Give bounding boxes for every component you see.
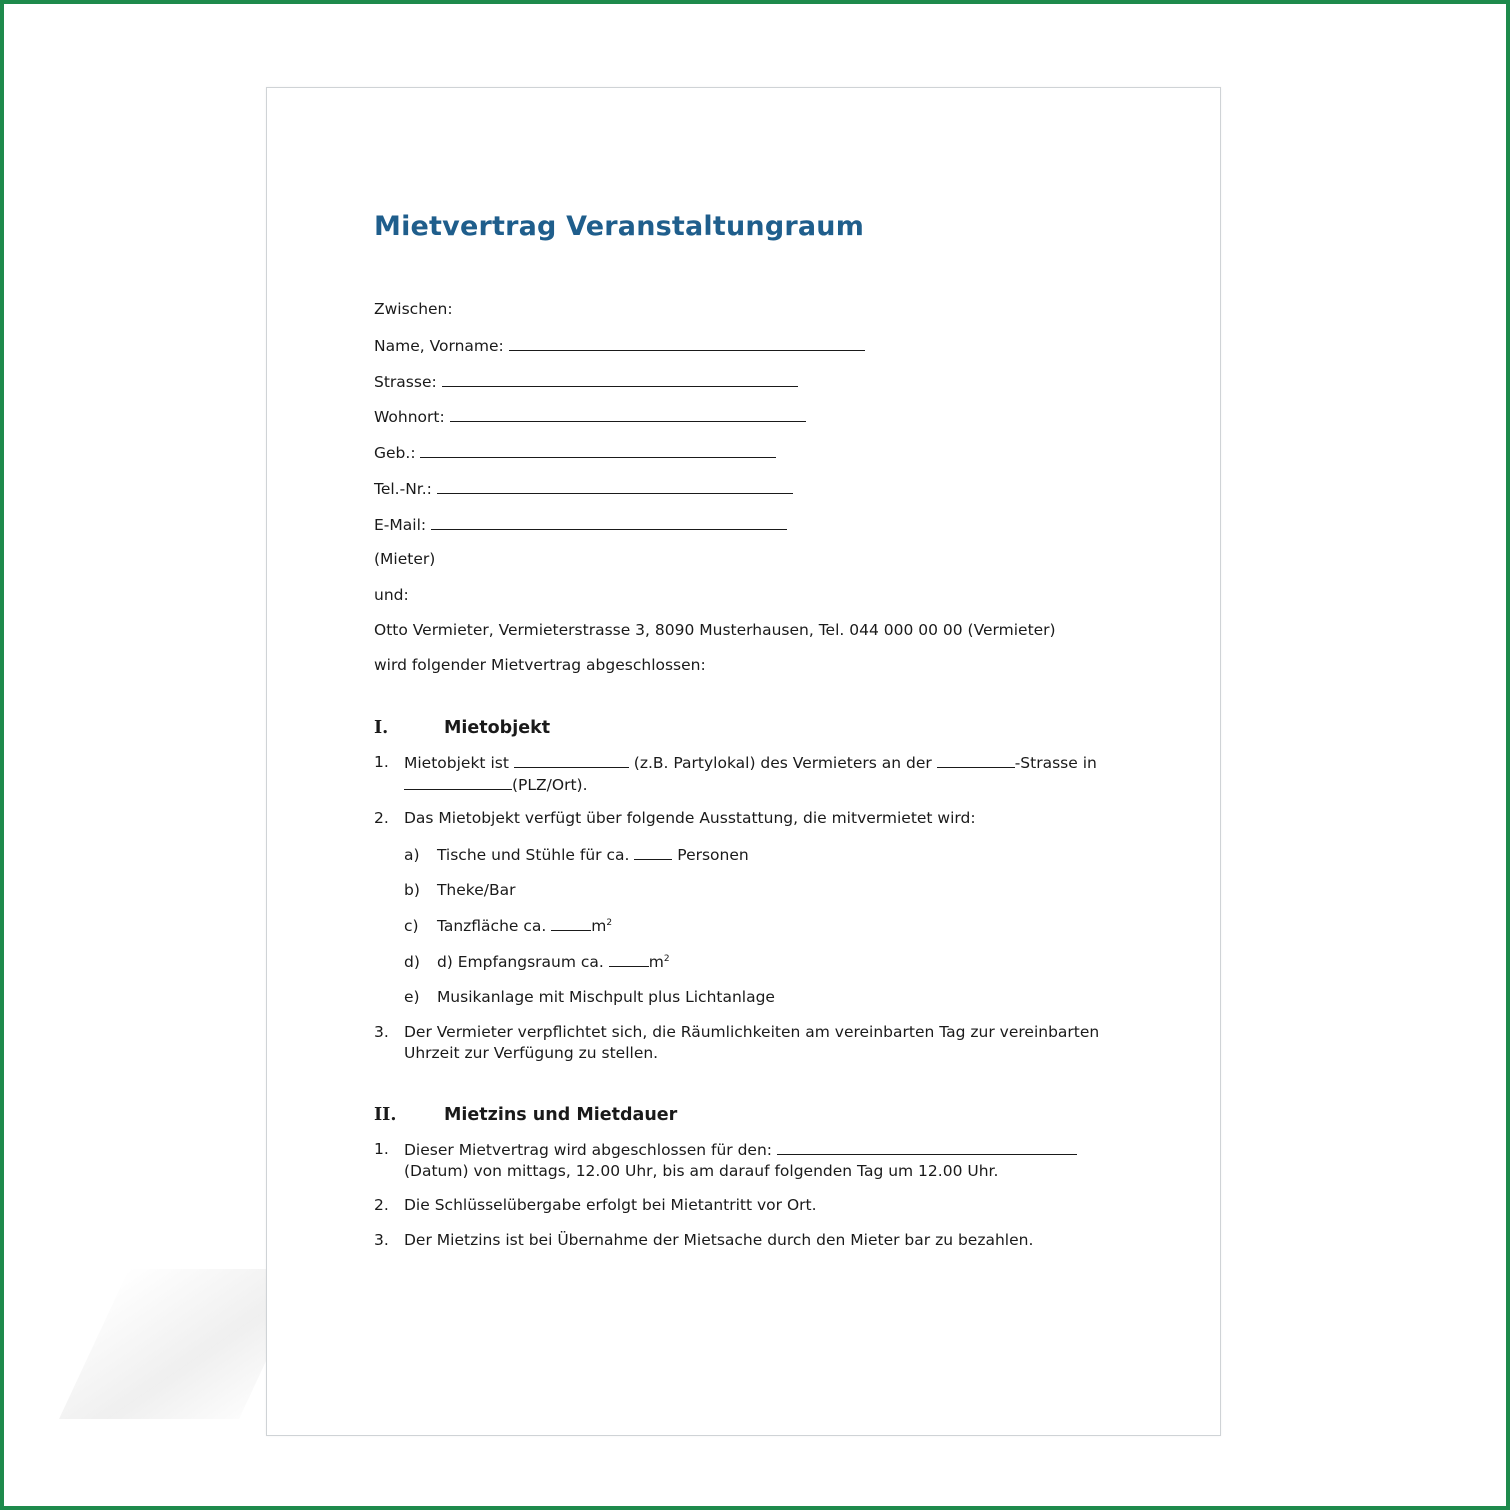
sub-text: Personen: [677, 846, 749, 864]
field-label: Geb.:: [374, 444, 416, 462]
sub-text: Tanzfläche ca.: [436, 917, 547, 935]
item-number: 1.: [374, 1140, 389, 1158]
document-title: Mietvertrag Veranstaltungraum: [374, 211, 865, 242]
section-heading-2: [374, 1105, 677, 1126]
sub-label: b): [404, 881, 420, 899]
sub-text: m: [648, 953, 664, 971]
equipment-item-a: [404, 844, 749, 866]
and-label: und:: [374, 586, 409, 604]
item-text-part: (Datum) von mittags, 12.00 Uhr, bis am darauf folgenden Tag um 12.00 Uhr.: [404, 1162, 999, 1180]
fill-in-line: [937, 752, 1015, 768]
fill-in-line: [442, 371, 798, 387]
section2-item1: [374, 1139, 1104, 1182]
equipment-item-d: [404, 951, 670, 973]
sub-text: m: [591, 917, 607, 935]
item-number: 2.: [374, 809, 389, 827]
section-title: Mietzins und Mietdauer: [444, 1105, 678, 1125]
section2-item3: [374, 1230, 1104, 1251]
field-label: Strasse:: [374, 373, 437, 391]
contract-closing: wird folgender Mietvertrag abgeschlossen:: [374, 656, 706, 674]
item-number: 3.: [374, 1231, 389, 1249]
field-label: E-Mail:: [374, 516, 427, 534]
item-number: 3.: [374, 1023, 389, 1041]
sub-text: Musikanlage mit Mischpult plus Lichtanlage: [436, 988, 775, 1006]
equipment-item-e: [404, 987, 775, 1008]
field-city: [374, 406, 806, 428]
tenant-role: (Mieter): [374, 550, 436, 568]
item-text: [404, 752, 1104, 796]
section1-item3: [374, 1022, 1104, 1064]
fill-in-line: [634, 844, 672, 860]
item-text-part: (PLZ/Ort).: [512, 776, 588, 794]
item-text: Der Mietzins ist bei Übernahme der Mietsache durch den Mieter bar zu bezahlen.: [404, 1231, 1034, 1249]
field-phone: [374, 478, 793, 500]
field-name: [374, 335, 865, 357]
fill-in-line: [551, 915, 591, 931]
fill-in-line: [777, 1139, 1077, 1155]
field-street: [374, 371, 798, 393]
section-heading-1: [374, 718, 550, 739]
item-text: Das Mietobjekt verfügt über folgende Ausstattung, die mitvermietet wird:: [404, 809, 976, 827]
fill-in-line: [431, 514, 787, 530]
section-number: II.: [374, 1105, 397, 1125]
section1-item1: [374, 752, 1104, 796]
superscript: 2: [663, 953, 670, 964]
fill-in-line: [609, 951, 649, 967]
sub-label: c): [404, 917, 419, 935]
fill-in-line: [514, 752, 629, 768]
parties-intro: Zwischen:: [374, 300, 453, 318]
field-birthdate: [374, 442, 776, 464]
sub-label: d): [404, 953, 420, 971]
item-number: 1.: [374, 753, 389, 771]
section-number: I.: [374, 718, 389, 738]
item-text-part: Dieser Mietvertrag wird abgeschlossen für den:: [404, 1141, 772, 1159]
field-label: Wohnort:: [374, 408, 445, 426]
fill-in-line: [437, 478, 793, 494]
landlord-info: Otto Vermieter, Vermieterstrasse 3, 8090 Musterhausen, Tel. 044 000 00 00 (Vermieter): [374, 621, 1056, 639]
section2-item2: [374, 1195, 1104, 1216]
equipment-item-c: [404, 915, 612, 937]
section1-item2: [374, 808, 1104, 829]
item-number: 2.: [374, 1196, 389, 1214]
equipment-item-b: [404, 880, 515, 901]
field-label: Name, Vorname:: [374, 337, 504, 355]
item-text: Der Vermieter verpflichtet sich, die Räumlichkeiten am vereinbarten Tag zur vereinbarten Uhrzeit zur Verfügung zu stellen.: [404, 1023, 1100, 1062]
superscript: 2: [606, 917, 613, 928]
item-text-part: (z.B. Partylokal) des Vermieters an der: [633, 754, 932, 772]
fill-in-line: [420, 442, 776, 458]
fill-in-line: [404, 774, 512, 790]
document-page: [266, 87, 1221, 1436]
sub-label: a): [404, 846, 420, 864]
item-text: [404, 1139, 1104, 1182]
field-email: [374, 514, 787, 536]
item-text: Die Schlüsselübergabe erfolgt bei Mietantritt vor Ort.: [404, 1196, 817, 1214]
item-text-part: Mietobjekt ist: [404, 754, 509, 772]
field-label: Tel.-Nr.:: [374, 480, 432, 498]
fill-in-line: [450, 406, 806, 422]
sub-text: Theke/Bar: [436, 881, 516, 899]
sub-label: e): [404, 988, 420, 1006]
item-text-part: -Strasse in: [1014, 754, 1097, 772]
sub-text: Tische und Stühle für ca.: [436, 846, 630, 864]
sub-text: d) Empfangsraum ca.: [436, 953, 604, 971]
fill-in-line: [509, 335, 865, 351]
section-title: Mietobjekt: [444, 718, 551, 738]
